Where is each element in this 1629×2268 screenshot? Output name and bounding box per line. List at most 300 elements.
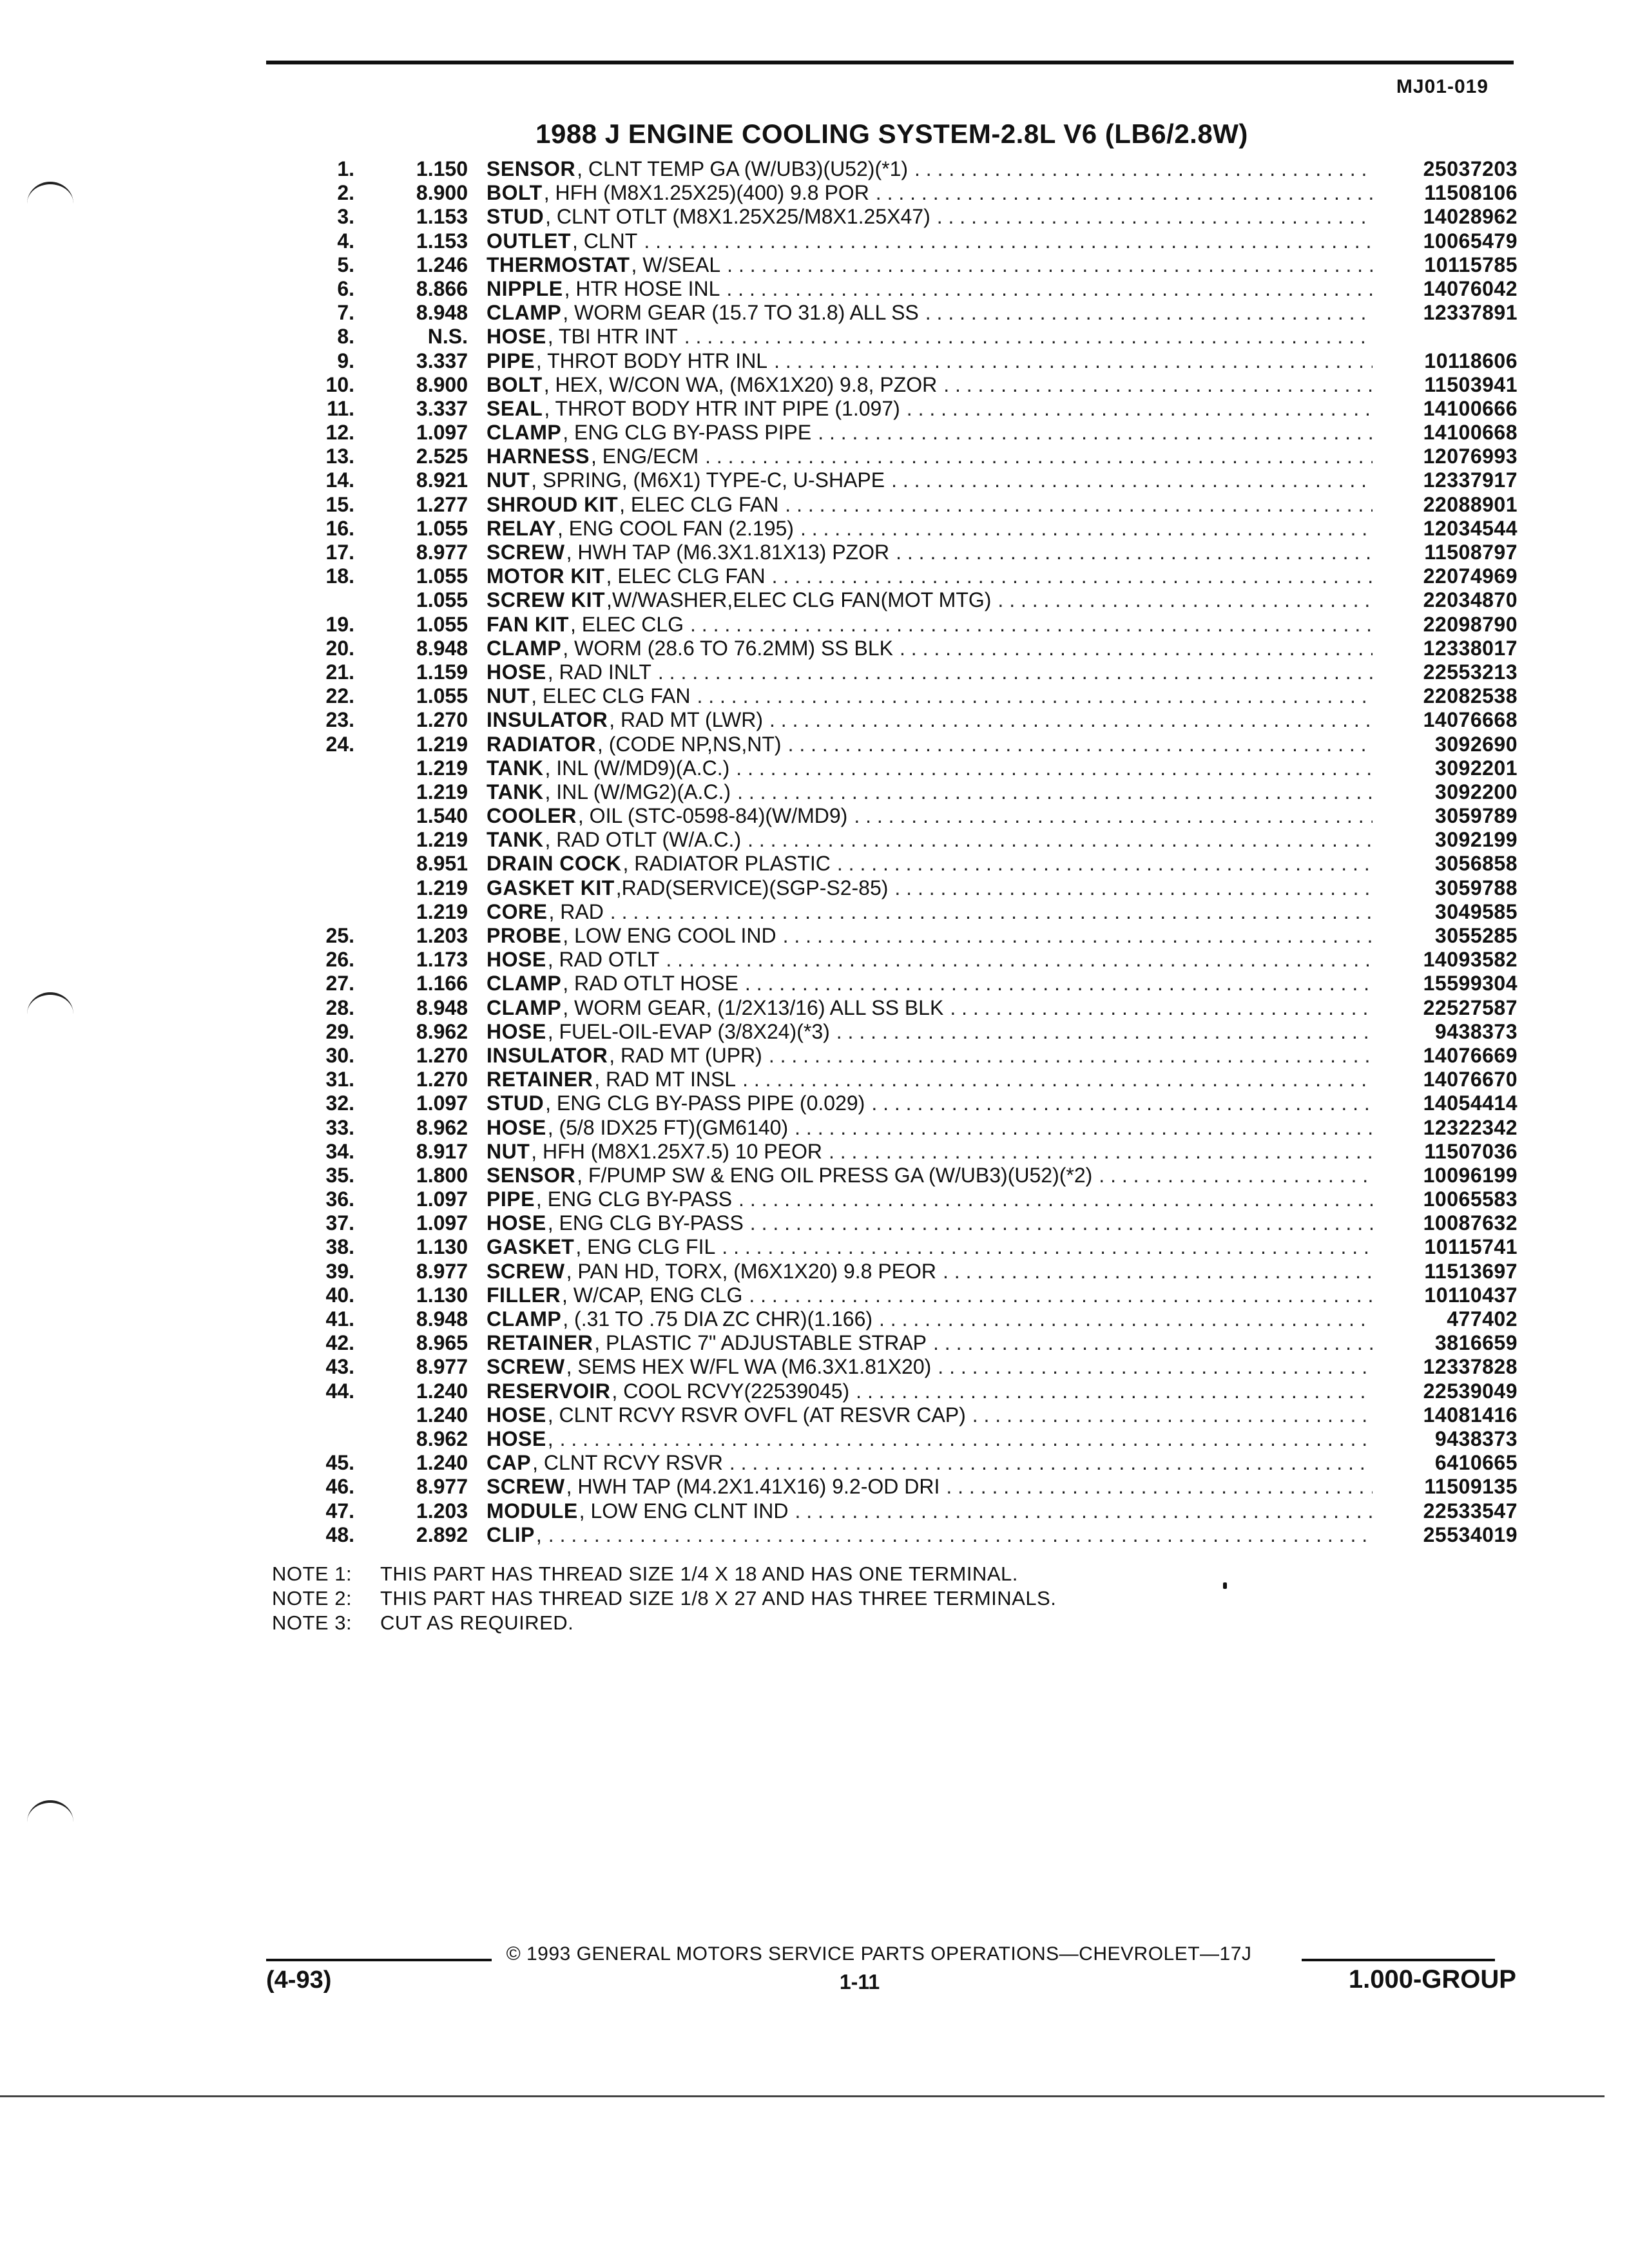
parts-list bbox=[277, 157, 1518, 1547]
item-number: 21. bbox=[325, 660, 354, 684]
part-detail: , (.31 TO .75 DIA ZC CHR)(1.166) bbox=[563, 1307, 873, 1331]
part-row bbox=[277, 828, 1518, 852]
part-row bbox=[277, 517, 1518, 541]
part-detail: , FUEL-OIL-EVAP (3/8X24)(*3) bbox=[547, 1019, 830, 1043]
group-number: 1.800 bbox=[416, 1163, 468, 1187]
group-number: 8.965 bbox=[416, 1331, 468, 1355]
part-row bbox=[277, 1116, 1518, 1140]
part-detail: , (5/8 IDX25 FT)(GM6140) bbox=[547, 1115, 789, 1139]
part-row bbox=[277, 349, 1518, 373]
part-name: CLAMP bbox=[487, 421, 562, 445]
part-detail: , ENG CLG FIL bbox=[575, 1235, 716, 1259]
part-name: OUTLET bbox=[487, 229, 571, 253]
part-name: CLAMP bbox=[487, 1307, 562, 1331]
item-number: 1. bbox=[337, 157, 354, 180]
item-number: 40. bbox=[325, 1283, 354, 1307]
part-description bbox=[487, 1403, 1373, 1427]
part-name: SCREW bbox=[487, 1259, 565, 1283]
part-number: 12322342 bbox=[1423, 1115, 1518, 1139]
leader-dots bbox=[736, 756, 1373, 780]
part-number: 14076042 bbox=[1423, 276, 1518, 300]
leader-dots bbox=[876, 181, 1373, 205]
part-row bbox=[277, 1307, 1518, 1331]
leader-dots bbox=[774, 349, 1373, 373]
part-description bbox=[487, 1020, 1373, 1044]
item-number: 3. bbox=[337, 205, 354, 229]
note-label: NOTE 3: bbox=[272, 1611, 352, 1634]
page-title-text: 1988 J ENGINE COOLING SYSTEM-2.8L V6 (LB6/2.8W) bbox=[535, 119, 1248, 149]
part-row bbox=[277, 684, 1518, 708]
part-row bbox=[277, 756, 1518, 780]
leader-dots bbox=[795, 1499, 1373, 1523]
part-description bbox=[487, 1331, 1373, 1355]
part-row bbox=[277, 1020, 1518, 1044]
part-row bbox=[277, 637, 1518, 660]
part-name: NUT bbox=[487, 468, 530, 492]
leader-dots bbox=[891, 468, 1373, 492]
part-row bbox=[277, 1211, 1518, 1235]
part-number: 10087632 bbox=[1423, 1211, 1518, 1235]
part-row bbox=[277, 1475, 1518, 1499]
part-detail: , PLASTIC 7" ADJUSTABLE STRAP bbox=[594, 1331, 927, 1355]
leader-dots bbox=[894, 876, 1373, 900]
part-row bbox=[277, 1140, 1518, 1164]
part-number: 3092199 bbox=[1434, 828, 1518, 852]
part-row bbox=[277, 1499, 1518, 1523]
part-description bbox=[487, 1068, 1373, 1091]
part-detail: , ELEC CLG FAN bbox=[531, 684, 691, 708]
part-number: 12337828 bbox=[1423, 1355, 1518, 1379]
part-name: GASKET bbox=[487, 1235, 575, 1259]
part-number: 10110437 bbox=[1424, 1283, 1518, 1307]
part-detail: , COOL RCVY(22539045) bbox=[612, 1379, 850, 1403]
part-detail: , INL (W/MG2)(A.C.) bbox=[545, 780, 731, 803]
part-name: GASKET KIT bbox=[487, 876, 615, 899]
group-number: 1.240 bbox=[416, 1403, 468, 1427]
part-number: 12337917 bbox=[1423, 468, 1518, 492]
leader-dots bbox=[896, 541, 1373, 564]
part-description bbox=[487, 1211, 1373, 1235]
group-number: 1.097 bbox=[416, 1211, 468, 1235]
part-description bbox=[487, 517, 1373, 541]
leader-dots bbox=[818, 421, 1373, 445]
part-description bbox=[487, 852, 1373, 876]
part-description bbox=[487, 421, 1373, 445]
group-number: 1.055 bbox=[416, 684, 468, 708]
part-detail: , THROT BODY HTR INT PIPE (1.097) bbox=[544, 396, 900, 420]
leader-dots bbox=[837, 852, 1373, 876]
note-line bbox=[272, 1611, 1056, 1635]
part-description bbox=[487, 900, 1373, 924]
part-number: 10118606 bbox=[1424, 349, 1518, 372]
part-name: SCREW bbox=[487, 541, 565, 564]
item-number: 5. bbox=[337, 253, 354, 276]
page-number-text: 1-11 bbox=[839, 1970, 880, 1994]
part-number: 14100668 bbox=[1423, 421, 1518, 445]
part-number: 10115741 bbox=[1424, 1235, 1518, 1259]
leader-dots bbox=[829, 1140, 1373, 1164]
part-row bbox=[277, 1283, 1518, 1307]
group-number: 1.150 bbox=[416, 157, 468, 180]
part-description bbox=[487, 397, 1373, 421]
part-detail: , ENG COOL FAN (2.195) bbox=[557, 516, 794, 540]
part-description bbox=[487, 253, 1373, 277]
part-name: FAN KIT bbox=[487, 612, 569, 636]
part-name: TANK bbox=[487, 756, 544, 780]
part-detail: , ENG CLG BY-PASS PIPE bbox=[563, 421, 812, 445]
group-number: 1.153 bbox=[416, 205, 468, 229]
group-number: 1.130 bbox=[416, 1283, 468, 1307]
leader-dots bbox=[946, 1475, 1373, 1499]
part-detail: , HFH (M8X1.25X25)(400) 9.8 POR bbox=[543, 181, 869, 205]
leader-dots bbox=[1099, 1164, 1373, 1187]
part-detail: , ELEC CLG FAN bbox=[619, 492, 779, 516]
part-description bbox=[487, 588, 1373, 612]
part-description bbox=[487, 1091, 1373, 1115]
item-number: 12. bbox=[325, 421, 354, 445]
top-rule bbox=[266, 61, 1514, 64]
part-detail: , W/SEAL bbox=[631, 253, 721, 276]
part-name: CAP bbox=[487, 1451, 532, 1475]
document-id: MJ01-019 bbox=[1396, 76, 1489, 97]
item-number: 17. bbox=[325, 541, 354, 564]
part-name: HARNESS bbox=[487, 445, 590, 468]
scan-speck bbox=[1223, 1582, 1227, 1589]
item-number: 37. bbox=[325, 1211, 354, 1235]
group-number: 8.866 bbox=[416, 276, 468, 300]
part-number: 22527587 bbox=[1423, 995, 1518, 1019]
part-name: INSULATOR bbox=[487, 1043, 608, 1067]
part-description bbox=[487, 349, 1373, 373]
leader-dots bbox=[950, 996, 1373, 1020]
part-detail: , RADIATOR PLASTIC bbox=[622, 852, 831, 876]
part-description bbox=[487, 493, 1373, 517]
part-name: PROBE bbox=[487, 924, 562, 947]
part-description bbox=[487, 1044, 1373, 1068]
part-number: 3049585 bbox=[1434, 899, 1518, 923]
part-detail: , bbox=[535, 1523, 542, 1546]
part-description bbox=[487, 1260, 1373, 1283]
part-number: 22533547 bbox=[1423, 1499, 1518, 1523]
part-number: 14076668 bbox=[1423, 708, 1518, 732]
group-number: 3.337 bbox=[416, 349, 468, 372]
part-row bbox=[277, 588, 1518, 612]
part-name: STUD bbox=[487, 205, 545, 229]
revision-date: (4-93) bbox=[266, 1966, 332, 1994]
part-row bbox=[277, 1427, 1518, 1451]
leader-dots bbox=[871, 1091, 1373, 1115]
leader-dots bbox=[548, 1523, 1373, 1547]
part-row bbox=[277, 253, 1518, 277]
part-name: NUT bbox=[487, 684, 530, 708]
note-text: THIS PART HAS THREAD SIZE 1/4 X 18 AND HAS ONE TERMINAL. bbox=[380, 1562, 1018, 1585]
part-row bbox=[277, 1355, 1518, 1379]
part-number: 14093582 bbox=[1423, 948, 1518, 972]
note-label: NOTE 1: bbox=[272, 1562, 352, 1585]
part-row bbox=[277, 972, 1518, 995]
part-description bbox=[487, 1235, 1373, 1259]
part-detail: , RAD OTLT (W/A.C.) bbox=[545, 828, 742, 852]
part-number: 477402 bbox=[1447, 1307, 1518, 1331]
part-number: 9438373 bbox=[1434, 1019, 1518, 1043]
punch-hole-mark bbox=[27, 182, 73, 204]
part-number: 11508797 bbox=[1424, 541, 1518, 564]
part-name: CLAMP bbox=[487, 301, 562, 325]
part-name: RETAINER bbox=[487, 1068, 593, 1091]
part-name: SCREW KIT bbox=[487, 588, 606, 612]
part-row bbox=[277, 445, 1518, 468]
part-detail: , CLNT bbox=[572, 229, 638, 253]
part-detail: , RAD OTLT bbox=[547, 948, 660, 972]
leader-dots bbox=[684, 325, 1373, 349]
part-number: 11513697 bbox=[1424, 1259, 1518, 1283]
item-number: 4. bbox=[337, 229, 354, 253]
part-description bbox=[487, 1116, 1373, 1140]
part-description bbox=[487, 564, 1373, 588]
part-number: 10096199 bbox=[1423, 1163, 1518, 1187]
part-number: 14054414 bbox=[1423, 1091, 1518, 1115]
part-name: HOSE bbox=[487, 1019, 546, 1043]
part-name: MOTOR KIT bbox=[487, 564, 605, 588]
part-name: HOSE bbox=[487, 1427, 546, 1450]
group-number: 1.219 bbox=[416, 828, 468, 852]
part-row bbox=[277, 708, 1518, 732]
part-detail: , LOW ENG CLNT IND bbox=[579, 1499, 789, 1523]
item-number: 15. bbox=[325, 492, 354, 516]
part-description bbox=[487, 876, 1373, 900]
part-description bbox=[487, 733, 1373, 756]
item-number: 23. bbox=[325, 708, 354, 732]
group-number: 1.270 bbox=[416, 708, 468, 732]
group-number: 1.097 bbox=[416, 1187, 468, 1211]
part-description bbox=[487, 157, 1373, 181]
part-description bbox=[487, 541, 1373, 564]
part-name: TANK bbox=[487, 780, 544, 803]
part-description bbox=[487, 277, 1373, 301]
part-description bbox=[487, 948, 1373, 972]
part-description bbox=[487, 1355, 1373, 1379]
part-row bbox=[277, 229, 1518, 253]
part-name: MODULE bbox=[487, 1499, 578, 1523]
part-detail: , SPRING, (M6X1) TYPE-C, U-SHAPE bbox=[531, 468, 885, 492]
part-row bbox=[277, 876, 1518, 900]
part-description bbox=[487, 924, 1373, 948]
part-description bbox=[487, 804, 1373, 828]
part-number: 6410665 bbox=[1434, 1451, 1518, 1475]
item-number: 33. bbox=[325, 1115, 354, 1139]
notes-section bbox=[272, 1562, 1056, 1635]
part-description bbox=[487, 1523, 1373, 1547]
item-number: 24. bbox=[325, 732, 354, 756]
group-number: 2.892 bbox=[416, 1523, 468, 1546]
part-detail: , SEMS HEX W/FL WA (M6.3X1.81X20) bbox=[566, 1355, 932, 1379]
leader-dots bbox=[925, 301, 1373, 325]
group-number: 1.055 bbox=[416, 564, 468, 588]
part-row bbox=[277, 157, 1518, 181]
leader-dots bbox=[705, 445, 1373, 468]
group-number: 8.977 bbox=[416, 1259, 468, 1283]
leader-dots bbox=[560, 1427, 1373, 1451]
item-number: 28. bbox=[325, 995, 354, 1019]
part-name: NUT bbox=[487, 1139, 530, 1163]
part-description bbox=[487, 1475, 1373, 1499]
group-number: 1.097 bbox=[416, 1091, 468, 1115]
part-row bbox=[277, 660, 1518, 684]
item-number: 35. bbox=[325, 1163, 354, 1187]
group-number: 8.962 bbox=[416, 1115, 468, 1139]
leader-dots bbox=[658, 660, 1373, 684]
part-detail: , F/PUMP SW & ENG OIL PRESS GA (W/UB3)(U52)(*2) bbox=[577, 1163, 1093, 1187]
leader-dots bbox=[697, 684, 1373, 708]
part-number: 14081416 bbox=[1423, 1403, 1518, 1427]
leader-dots bbox=[879, 1307, 1373, 1331]
item-number: 44. bbox=[325, 1379, 354, 1403]
item-number: 45. bbox=[325, 1451, 354, 1475]
part-number: 12338017 bbox=[1423, 636, 1518, 660]
punch-hole-mark bbox=[27, 992, 73, 1014]
part-row bbox=[277, 1403, 1518, 1427]
part-row bbox=[277, 1379, 1518, 1403]
part-detail: , WORM GEAR, (1/2X13/16) ALL SS BLK bbox=[563, 995, 944, 1019]
part-row bbox=[277, 493, 1518, 517]
item-number: 13. bbox=[325, 445, 354, 468]
part-number: 12034544 bbox=[1423, 516, 1518, 540]
part-detail: , RAD OTLT HOSE bbox=[563, 972, 738, 995]
leader-dots bbox=[747, 828, 1373, 852]
leader-dots bbox=[769, 1044, 1373, 1068]
part-number: 3055285 bbox=[1434, 924, 1518, 947]
group-number: 1.055 bbox=[416, 612, 468, 636]
group-number: 8.977 bbox=[416, 1355, 468, 1379]
group-number: 1.240 bbox=[416, 1451, 468, 1475]
part-detail: , CLNT OTLT (M8X1.25X25/M8X1.25X47) bbox=[545, 205, 930, 229]
part-description bbox=[487, 445, 1373, 468]
part-detail: , ENG CLG BY-PASS bbox=[547, 1211, 744, 1235]
leader-dots bbox=[772, 564, 1373, 588]
part-number: 22034870 bbox=[1423, 588, 1518, 612]
leader-dots bbox=[972, 1403, 1373, 1427]
part-number: 25534019 bbox=[1423, 1523, 1518, 1546]
leader-dots bbox=[750, 1211, 1373, 1235]
part-row bbox=[277, 1451, 1518, 1475]
part-detail: , THROT BODY HTR INL bbox=[535, 349, 768, 372]
part-row bbox=[277, 804, 1518, 828]
part-number: 22553213 bbox=[1423, 660, 1518, 684]
part-number: 22074969 bbox=[1423, 564, 1518, 588]
part-detail: , HEX, W/CON WA, (M6X1X20) 9.8, PZOR bbox=[543, 372, 938, 396]
part-description bbox=[487, 229, 1373, 253]
group-number: 1.240 bbox=[416, 1379, 468, 1403]
part-row bbox=[277, 1235, 1518, 1259]
part-detail: , RAD MT (UPR) bbox=[609, 1043, 762, 1067]
item-number: 26. bbox=[325, 948, 354, 972]
group-number: 1.219 bbox=[416, 756, 468, 780]
part-detail: , CLNT RCVY RSVR OVFL (AT RESVR CAP) bbox=[547, 1403, 966, 1427]
group-number: 1.159 bbox=[416, 660, 468, 684]
group-number: 1.173 bbox=[416, 948, 468, 972]
part-name: HOSE bbox=[487, 325, 546, 349]
leader-dots bbox=[914, 157, 1373, 181]
item-number: 22. bbox=[325, 684, 354, 708]
part-description bbox=[487, 1427, 1373, 1451]
leader-dots bbox=[644, 229, 1373, 253]
part-number: 3056858 bbox=[1434, 852, 1518, 876]
part-number: 14076670 bbox=[1423, 1068, 1518, 1091]
part-row bbox=[277, 397, 1518, 421]
part-detail: , RAD INLT bbox=[547, 660, 651, 684]
part-detail: , HWH TAP (M6.3X1.81X13) PZOR bbox=[566, 541, 890, 564]
leader-dots bbox=[610, 900, 1373, 924]
part-description bbox=[487, 684, 1373, 708]
part-detail: , HWH TAP (M4.2X1.41X16) 9.2-OD DRI bbox=[566, 1475, 940, 1499]
item-number: 20. bbox=[325, 636, 354, 660]
part-detail: , TBI HTR INT bbox=[547, 325, 678, 349]
item-number: 36. bbox=[325, 1187, 354, 1211]
part-description bbox=[487, 780, 1373, 804]
part-row bbox=[277, 1091, 1518, 1115]
item-number: 11. bbox=[327, 396, 354, 420]
part-number: 3092690 bbox=[1434, 732, 1518, 756]
part-number: 3092201 bbox=[1434, 756, 1518, 780]
leader-dots bbox=[938, 1355, 1373, 1379]
part-name: RETAINER bbox=[487, 1331, 593, 1355]
part-name: SCREW bbox=[487, 1475, 565, 1499]
part-detail: , RAD MT INSL bbox=[594, 1068, 737, 1091]
part-row bbox=[277, 421, 1518, 445]
part-description bbox=[487, 301, 1373, 325]
part-name: SEAL bbox=[487, 396, 543, 420]
leader-dots bbox=[737, 780, 1373, 804]
punch-hole-mark bbox=[27, 1800, 73, 1822]
group-number: 1.270 bbox=[416, 1043, 468, 1067]
item-number: 47. bbox=[325, 1499, 354, 1523]
item-number: 32. bbox=[325, 1091, 354, 1115]
leader-dots bbox=[785, 493, 1373, 517]
note-label: NOTE 2: bbox=[272, 1587, 352, 1610]
part-row bbox=[277, 1187, 1518, 1211]
part-detail: , WORM GEAR (15.7 TO 31.8) ALL SS bbox=[563, 301, 919, 325]
group-number: 8.921 bbox=[416, 468, 468, 492]
part-number: 11509135 bbox=[1424, 1475, 1518, 1499]
part-row bbox=[277, 301, 1518, 325]
part-description bbox=[487, 1451, 1373, 1475]
part-description bbox=[487, 325, 1373, 349]
group-number: 3.337 bbox=[416, 396, 468, 420]
part-description bbox=[487, 708, 1373, 732]
part-name: SCREW bbox=[487, 1355, 565, 1379]
part-row bbox=[277, 1068, 1518, 1091]
item-number: 39. bbox=[325, 1259, 354, 1283]
group-number: 8.948 bbox=[416, 1307, 468, 1331]
part-description bbox=[487, 1187, 1373, 1211]
leader-dots bbox=[943, 1260, 1373, 1283]
group-number: 1.203 bbox=[416, 924, 468, 947]
group-number: 1.153 bbox=[416, 229, 468, 253]
part-name: BOLT bbox=[487, 181, 543, 205]
bottom-rule bbox=[0, 2095, 1605, 2097]
part-description bbox=[487, 613, 1373, 637]
part-number: 11508106 bbox=[1424, 181, 1518, 205]
item-number: 42. bbox=[325, 1331, 354, 1355]
item-number: 2. bbox=[337, 181, 354, 205]
group-number: 8.962 bbox=[416, 1427, 468, 1450]
part-row bbox=[277, 1164, 1518, 1187]
part-row bbox=[277, 468, 1518, 492]
part-description bbox=[487, 1283, 1373, 1307]
part-row bbox=[277, 852, 1518, 876]
part-detail: , ENG/ECM bbox=[590, 445, 699, 468]
part-number: 25037203 bbox=[1423, 157, 1518, 180]
